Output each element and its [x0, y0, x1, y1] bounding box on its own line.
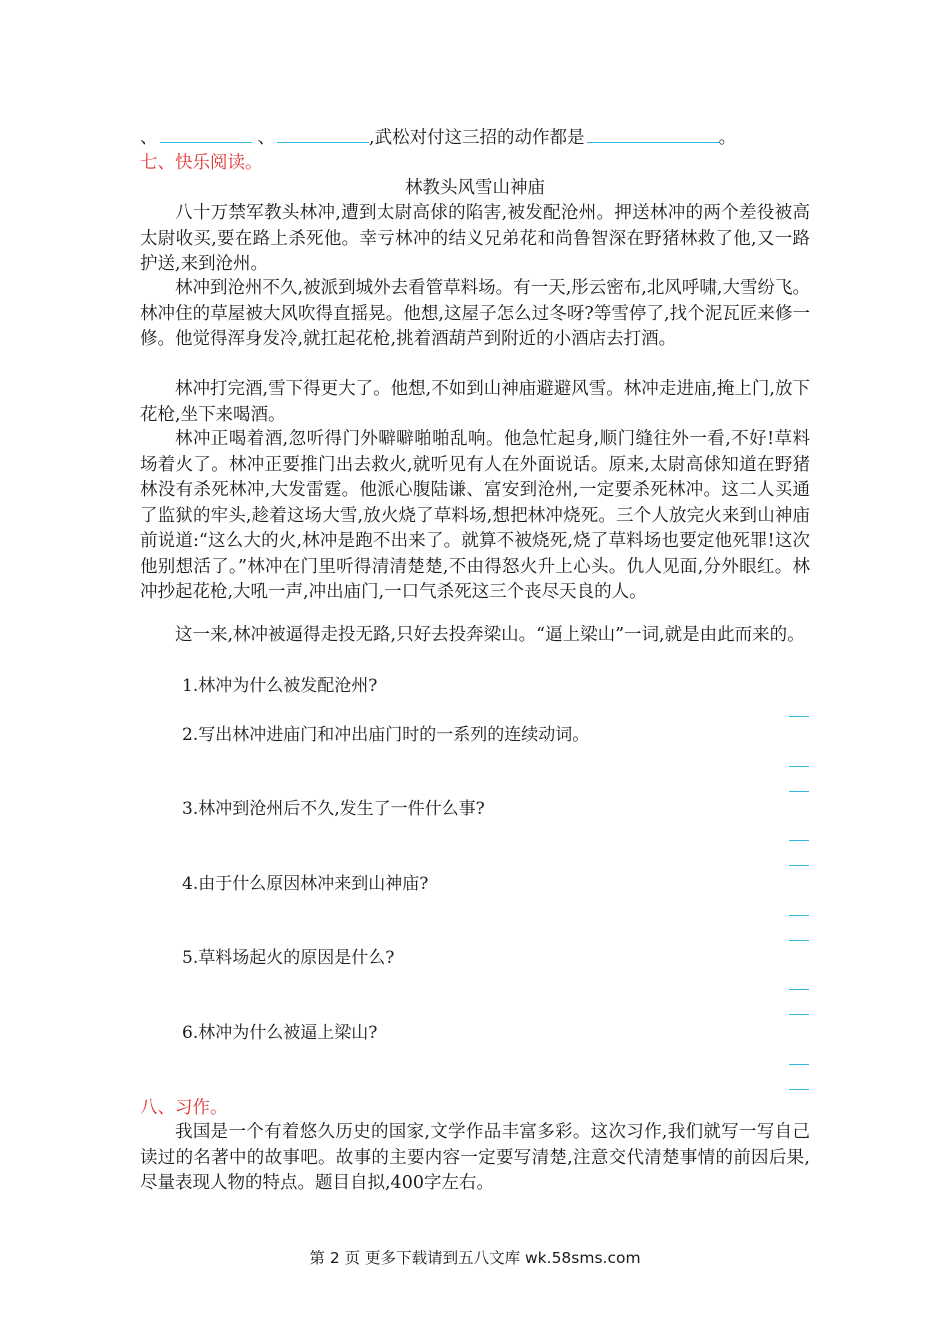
answer-line[interactable]: [789, 865, 809, 866]
question: 2.写出林冲进庙门和冲出庙门时的一系列的连续动词。: [182, 725, 590, 745]
question: 3.林冲到沧州后不久,发生了一件什么事?: [182, 799, 485, 819]
answer-blank[interactable]: [277, 128, 369, 143]
separator: 、: [140, 128, 158, 148]
fill-in-text: ,武松对付这三招的动作都是: [369, 128, 585, 148]
writing-prompt: 我国是一个有着悠久历史的国家,文学作品丰富多彩。这次习作,我们就写一写自己读过的名著中的故事吧。故事的主要内容一定要写清楚,注意交代清楚事情的前因后果,尽量表现人物的特点。题目自拟,400字左右。: [140, 1122, 810, 1193]
passage-paragraph: 林冲到沧州不久,被派到城外去看管草料场。有一天,彤云密布,北风呼啸,大雪纷飞。林冲住的草屋被大风吹得直摇晃。他想,这屋子怎么过冬呀?等雪停了,找个泥瓦匠来修一修。他觉得浑身发冷,就扛起花枪,挑着酒葫芦到附近的小酒店去打酒。: [140, 278, 810, 349]
answer-line[interactable]: [789, 940, 809, 941]
passage-paragraph: 林冲正喝着酒,忽听得门外噼噼啪啪乱响。他急忙起身,顺门缝往外一看,不好!草料场着火了。林冲正要推门出去救火,就听见有人在外面说话。原来,太尉高俅知道在野猪林没有杀死林冲,大发雷霆。他派心腹陆谦、富安到沧州,一定要杀死林冲。这二人买通了监狱的牢头,趁着这场大雪,放火烧了草料场,想把林冲烧死。三个人放完火来到山神庙前说道:“这么大的火,林冲是跑不出来了。就算不被烧死,烧了草料场也要定他死罪!这次他别想活了。”林冲在门里听得清清楚楚,不由得怒火升上心头。仇人见面,分外眼红。林冲抄起花枪,大吼一声,冲出庙门,一口气杀死这三个丧尽天良的人。: [140, 429, 810, 602]
answer-line[interactable]: [789, 840, 809, 841]
answer-line[interactable]: [789, 716, 809, 717]
passage-paragraph: 这一来,林冲被逼得走投无路,只好去投奔梁山。“逼上梁山”一词,就是由此而来的。: [175, 625, 805, 645]
answer-line[interactable]: [789, 1089, 809, 1090]
answer-line[interactable]: [789, 1014, 809, 1015]
separator: 、: [257, 128, 275, 148]
answer-line[interactable]: [789, 791, 809, 792]
question: 6.林冲为什么被逼上梁山?: [182, 1023, 378, 1043]
answer-line[interactable]: [789, 989, 809, 990]
passage-title: 林教头风雪山神庙: [405, 178, 545, 198]
answer-line[interactable]: [789, 766, 809, 767]
question: 4.由于什么原因林冲来到山神庙?: [182, 874, 429, 894]
answer-blank[interactable]: [587, 128, 719, 143]
passage-paragraph: 林冲打完酒,雪下得更大了。他想,不如到山神庙避避风雪。林冲走进庙,掩上门,放下花枪,坐下来喝酒。: [140, 379, 810, 425]
answer-line[interactable]: [789, 915, 809, 916]
fill-in-line: [140, 126, 736, 150]
section-heading: 七、快乐阅读。: [140, 153, 263, 173]
section-heading: 八、习作。: [140, 1098, 228, 1118]
page-footer: 第 2 页 更多下载请到五八文库 wk.58sms.com: [309, 1249, 641, 1267]
question: 5.草料场起火的原因是什么?: [182, 948, 395, 968]
fill-in-end: 。: [718, 128, 737, 148]
answer-line[interactable]: [789, 1064, 809, 1065]
question: 1.林冲为什么被发配沧州?: [182, 676, 378, 696]
answer-blank[interactable]: [160, 128, 252, 143]
passage-paragraph: 八十万禁军教头林冲,遭到太尉高俅的陷害,被发配沧州。押送林冲的两个差役被高太尉收买,要在路上杀死他。幸亏林冲的结义兄弟花和尚鲁智深在野猪林救了他,又一路护送,来到沧州。: [140, 203, 810, 274]
